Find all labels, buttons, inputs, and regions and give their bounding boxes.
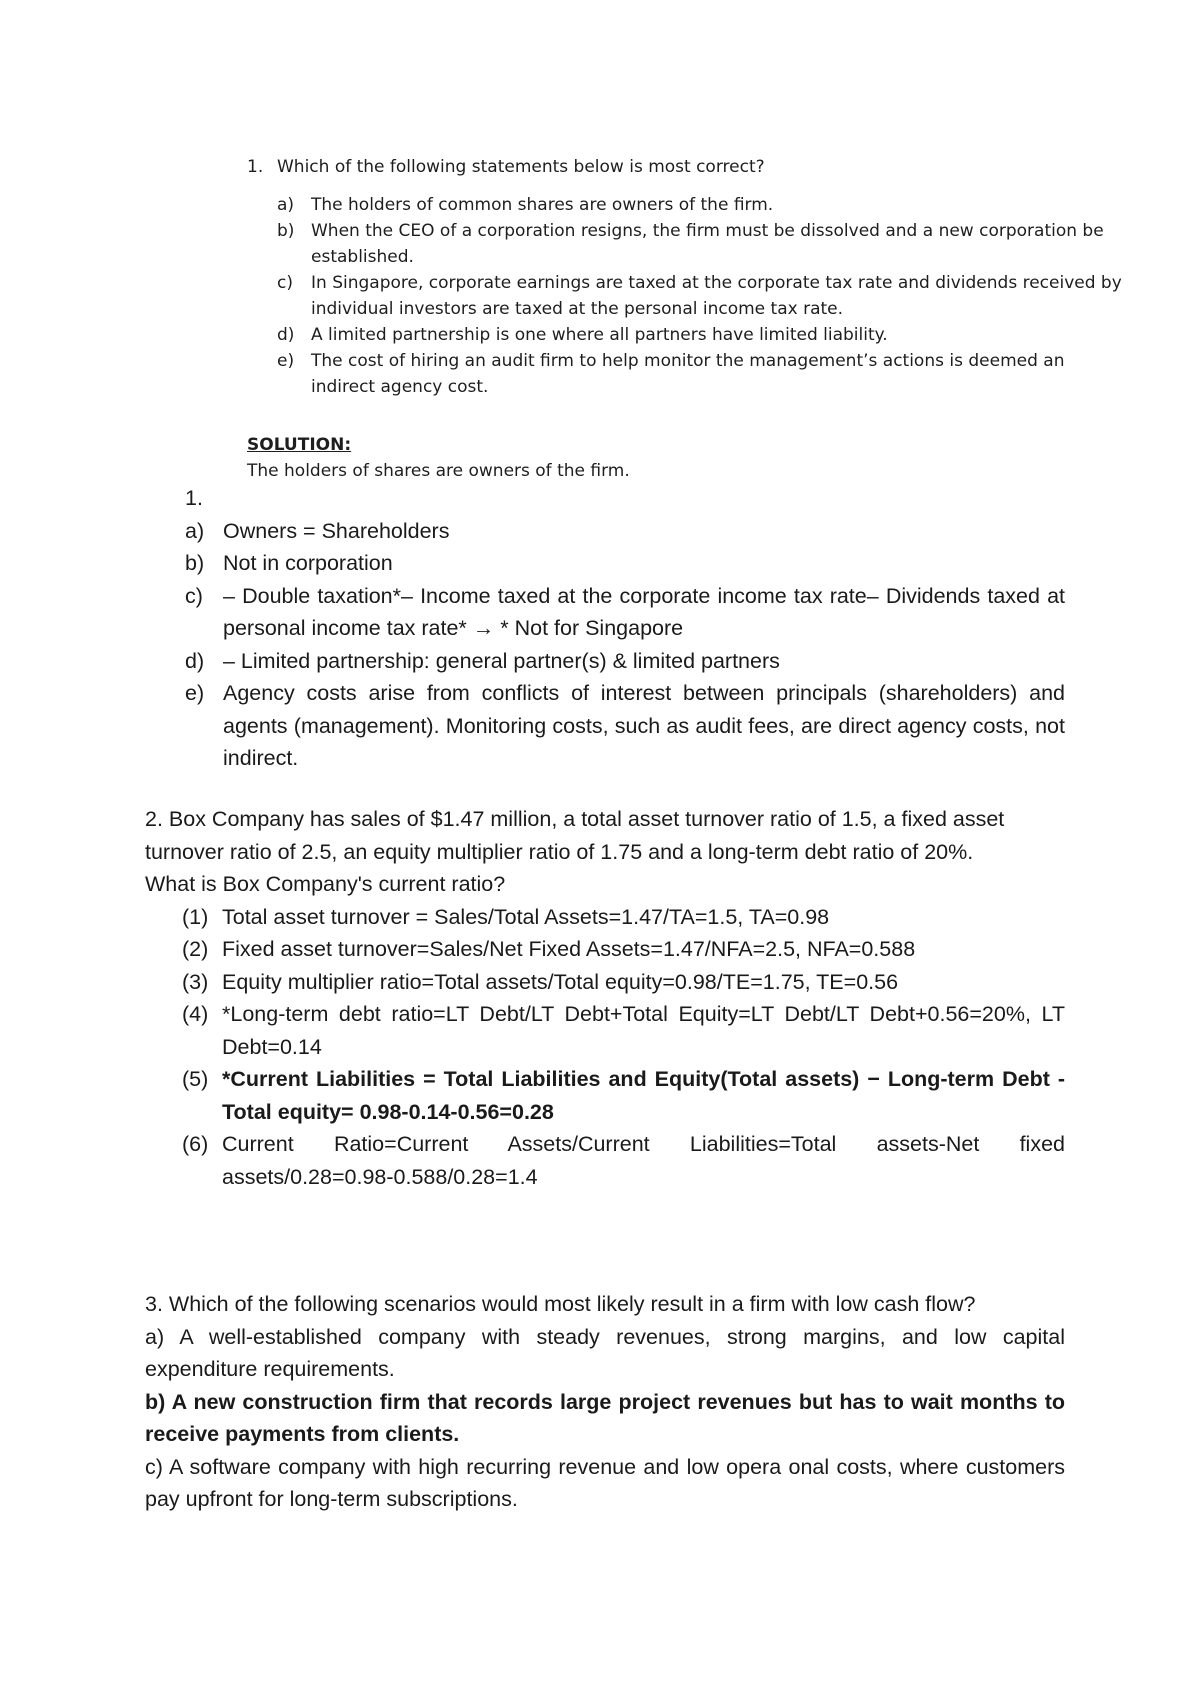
- item-letter: d): [185, 648, 205, 673]
- step-number: (6): [182, 1132, 209, 1156]
- embedded-option: [277, 192, 1127, 218]
- item-letter: b): [185, 551, 205, 575]
- solution-label: SOLUTION:: [247, 435, 352, 455]
- option-letter: a): [277, 195, 295, 215]
- step-text: Fixed asset turnover=Sales/Net Fixed Assets=1.47/NFA=2.5, NFA=0.588: [222, 937, 916, 961]
- step-text: *Long-term debt ratio=LT Debt/LT Debt+Total Equity=LT Debt/LT Debt+0.56=20%, LT Debt=0.14: [222, 1002, 1065, 1059]
- item-text: – Limited partnership: general partner(s) & limited partners: [223, 648, 780, 673]
- option-text: The holders of common shares are owners of the firm.: [311, 195, 774, 215]
- answer-1-section: [145, 482, 1065, 775]
- list-item: [145, 547, 1065, 580]
- question-2-ask: What is Box Company's current ratio?: [145, 872, 506, 896]
- question-3-text: 3. Which of the following scenarios would most likely result in a firm with low cash flow?: [145, 1292, 976, 1316]
- step-item: [145, 1063, 1065, 1128]
- item-text: Not in corporation: [223, 551, 393, 575]
- embedded-options-list: [247, 192, 1127, 400]
- question-3-section: [145, 1288, 1065, 1516]
- option-text: The cost of hiring an audit firm to help monitor the management’s actions is deemed an indirect agency cost.: [311, 351, 1065, 397]
- step-text: Total asset turnover = Sales/Total Assets=1.47/TA=1.5, TA=0.98: [222, 904, 830, 929]
- step-number: (5): [182, 1067, 209, 1091]
- item-text: Owners = Shareholders: [223, 518, 450, 543]
- step-text: Equity multiplier ratio=Total assets/Total equity=0.98/TE=1.75, TE=0.56: [222, 969, 899, 994]
- embedded-question-block: [247, 154, 1127, 484]
- question-2-section: [145, 803, 1065, 1193]
- item-letter: e): [185, 681, 205, 705]
- step-item: [145, 1128, 1065, 1193]
- item-letter: c): [185, 583, 203, 608]
- item-text: Agency costs arise from conflicts of interest between principals (shareholders) and agents (management). Monitoring costs, such as audit fees, are direct agency costs, not indirect.: [223, 681, 1065, 770]
- step-item: [145, 966, 1065, 999]
- question-2-steps: [145, 901, 1065, 1194]
- embedded-option: [277, 270, 1127, 322]
- embedded-question-number: 1.: [247, 157, 264, 177]
- answer-1-number: 1.: [185, 486, 203, 510]
- embedded-option: [277, 348, 1127, 400]
- option-text: A limited partnership is one where all partners have limited liability.: [311, 325, 888, 345]
- option-letter: c): [277, 273, 293, 293]
- step-item: [145, 933, 1065, 966]
- step-number: (1): [182, 904, 209, 929]
- embedded-option: [277, 218, 1127, 270]
- question-3-option-a: a) A well-established company with steady revenues, strong margins, and low capital expenditure requirements.: [145, 1324, 1065, 1381]
- option-letter: b): [277, 221, 295, 241]
- step-text: Current Ratio=Current Assets/Current Liabilities=Total assets-Net fixed assets/0.28=0.98-0.588/0.28=1.4: [222, 1132, 1065, 1189]
- embedded-question: [247, 154, 1127, 180]
- embedded-question-text: Which of the following statements below is most correct?: [277, 157, 765, 177]
- step-text: *Current Liabilities = Total Liabilities and Equity(Total assets) − Long-term Debt - Total equity= 0.98-0.14-0.56=0.28: [222, 1067, 1065, 1124]
- answer-1-list: [145, 515, 1065, 775]
- question-3-option-b: b) A new construction firm that records large project revenues but has to wait months to receive payments from clients.: [145, 1389, 1065, 1446]
- step-number: (2): [182, 937, 209, 961]
- item-text: – Double taxation*– Income taxed at the corporate income tax rate– Dividends taxed at personal income tax rate* → * Not for Singapore: [223, 583, 1065, 640]
- list-item: [145, 580, 1065, 645]
- question-2-line-2: turnover ratio of 2.5, an equity multiplier ratio of 1.75 and a long-term debt ratio of 20%.: [145, 839, 974, 864]
- question-3-option-c: c) A software company with high recurring revenue and low opera onal costs, where customers pay upfront for long-term subscriptions.: [145, 1454, 1065, 1511]
- step-item: [145, 901, 1065, 934]
- list-item: [145, 515, 1065, 548]
- step-item: [145, 998, 1065, 1063]
- option-text: In Singapore, corporate earnings are taxed at the corporate tax rate and dividends received by individual investors are taxed at the personal income tax rate.: [311, 273, 1122, 319]
- list-item: [145, 645, 1065, 678]
- item-letter: a): [185, 518, 205, 543]
- question-2-line-1: 2. Box Company has sales of $1.47 million, a total asset turnover ratio of 1.5, a fixed asset: [145, 807, 1005, 831]
- embedded-option: [277, 322, 1127, 348]
- option-letter: e): [277, 351, 295, 371]
- solution-text: The holders of shares are owners of the firm.: [247, 461, 630, 481]
- option-letter: d): [277, 325, 295, 345]
- list-item: [145, 677, 1065, 775]
- option-text: When the CEO of a corporation resigns, the firm must be dissolved and a new corporation be established.: [311, 221, 1104, 267]
- step-number: (4): [182, 1002, 209, 1026]
- step-number: (3): [182, 969, 209, 994]
